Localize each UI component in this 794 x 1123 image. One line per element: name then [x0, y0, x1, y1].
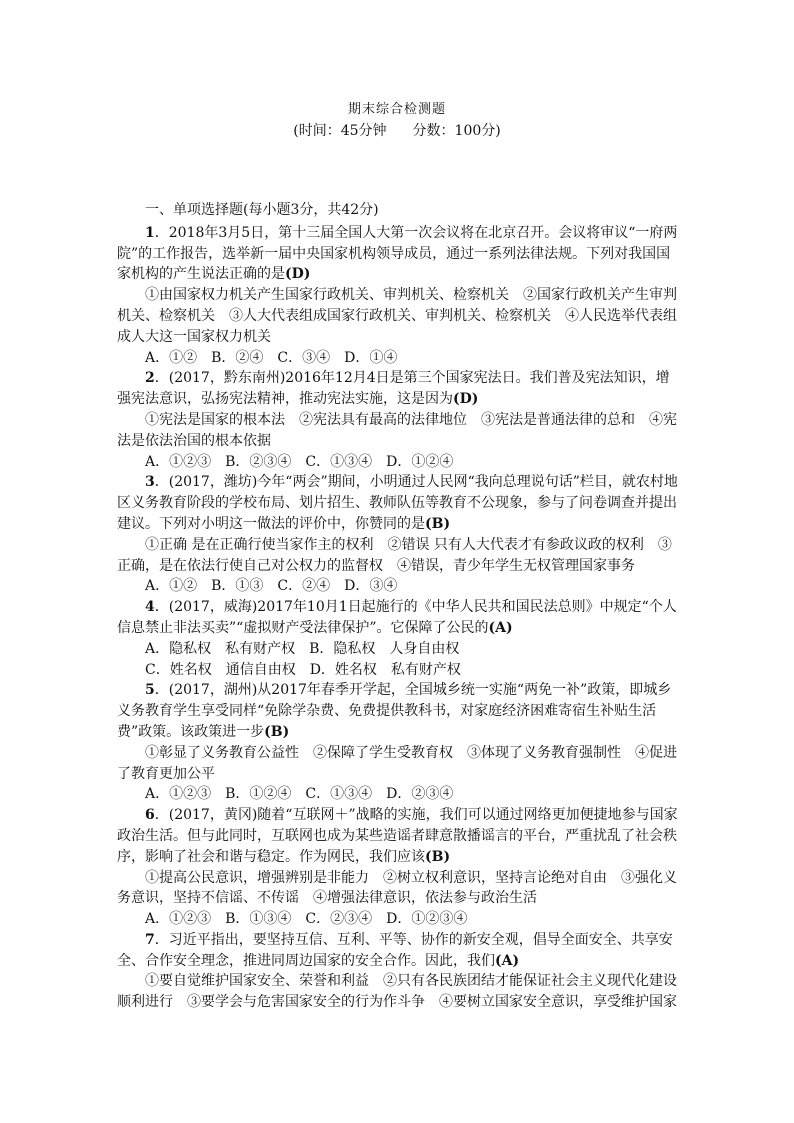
question-number: 5 [145, 682, 155, 699]
question-statements: ①要自觉维护国家安全、荣誉和利益 ②只有各民族团结才能保证社会主义现代化建设顺利进行 ③要学会与危害国家安全的行为作斗争 ④要树立国家安全意识，享受维护国家 [117, 973, 677, 1011]
question-text: ．2018年3月5日，第十三届全国人大第一次会议将在北京召开。会议将审议“一府两院”的工作报告，选举新一届中央国家机构领导成员，通过一系列法律法规。下列对我国国家机构的产生说法正确的是 [117, 224, 678, 283]
answer-key: (B) [264, 723, 290, 740]
question-text: ．(2017，威海)2017年10月1日起施行的《中华人民共和国民法总则》中规定“个人信息禁止非法买卖”“虚拟财产受法律保护”。它保障了公民的 [117, 599, 677, 636]
question-text: ．(2017，潍坊)今年“两会”期间，小明通过人民网“我向总理说句话”栏目，就农村地区义务教育阶段的学校布局、划片招生、教师队伍等教育不公现象，参与了问卷调查并提出建议。下列对小明这一做法的评价中，你赞同的是 [117, 474, 678, 532]
question-stem [117, 223, 683, 285]
question-text: ．(2017，湖州)从2017年春季开学起，全国城乡统一实施“两免一补”政策，即城乡义务教育学生享受同样“免除学杂费、免费提供教科书，对家庭经济困难寄宿生补贴生活费”政策。该政策进一步 [117, 682, 672, 740]
answer-key: (A) [495, 952, 520, 969]
answer-options: A．隐私权 私有财产权 B．隐私权 人身自由权 [145, 640, 460, 657]
question-text: ．(2017，黔东南州)2016年12月4日是第三个国家宪法日。我们普及宪法知识，增强宪法意识，弘扬宪法精神，推动宪法实施，这是因为 [117, 370, 670, 408]
question-6 [117, 805, 683, 930]
question-number: 3 [145, 474, 155, 491]
question-number: 2 [145, 370, 155, 387]
question-statements: ①正确 是在正确行使当家作主的权利 ②错误 只有人大代表才有参政议政的权利 ③正确，是在依法行使自己对公权力的监督权 ④错误，青少年学生无权管理国家事务 [117, 536, 672, 574]
question-stem [117, 930, 683, 972]
question-number: 7 [145, 931, 155, 948]
answer-options: A．①② B．①③ C．②④ D．③④ [145, 578, 398, 595]
question-4 [117, 597, 683, 680]
question-stem [117, 680, 683, 742]
time-label: (时间：45分钟 [293, 123, 387, 139]
question-statements: ①提高公民意识，增强辨别是非能力 ②树立权利意识，坚持言论绝对自由 ③强化义务意识，坚持不信谣、不传谣 ④增强法律意识，依法参与政治生活 [117, 869, 677, 907]
section-heading: 一、单项选择题(每小题3分，共42分) [145, 202, 379, 218]
answer-options: A．①②③ B．①③④ C．②③④ D．①②③④ [145, 911, 468, 928]
question-7 [117, 930, 683, 1013]
exam-info [0, 120, 794, 140]
question-stem [117, 368, 683, 410]
question-3 [117, 472, 683, 597]
question-statements: ①由国家权力机关产生国家行政机关、审判机关、检察机关 ②国家行政机关产生审判机关、检察机关 ③人大代表组成国家行政机关、审判机关、检察机关 ④人民选举代表组成人大这一国家权力机关 [117, 287, 677, 345]
question-1 [117, 223, 683, 369]
answer-options: A．①② B．②④ C．③④ D．①④ [145, 349, 398, 366]
answer-options: C．姓名权 通信自由权 D．姓名权 私有财产权 [145, 661, 461, 678]
answer-key: (B) [425, 515, 451, 532]
question-5 [117, 680, 683, 805]
answer-options: A．①②③ B．①②④ C．①③④ D．②③④ [145, 786, 454, 803]
question-stem [117, 597, 683, 639]
question-text: ．(2017，黄冈)随着“互联网＋”战略的实施，我们可以通过网络更加便捷地参与国家政治生活。但与此同时，互联网也成为某些造谣者肆意散播谣言的平台，严重扰乱了社会秩序，影响了社会和谐与稳定。作为网民，我们应该 [117, 807, 678, 865]
question-stem [117, 805, 683, 867]
question-number: 1 [145, 224, 155, 241]
question-statements: ①彰显了义务教育公益性 ②保障了学生受教育权 ③体现了义务教育强制性 ④促进了教育更加公平 [117, 744, 677, 782]
question-statements: ①宪法是国家的根本法 ②宪法具有最高的法律地位 ③宪法是普通法律的总和 ④宪法是依法治国的根本依据 [117, 411, 677, 449]
answer-key: (D) [453, 391, 479, 408]
answer-options: A．①②③ B．②③④ C．①③④ D．①②④ [145, 453, 454, 470]
page-title: 期末综合检测题 [347, 102, 446, 117]
question-2 [117, 368, 683, 472]
question-text: ．习近平指出，要坚持互信、互利、平等、协作的新安全观，倡导全面安全、共享安全、合作安全理念，推进同周边国家的安全合作。因此，我们 [117, 931, 673, 969]
question-list [117, 200, 683, 1013]
question-number: 6 [145, 807, 155, 824]
question-number: 4 [145, 599, 155, 616]
score-label: 分数：100分) [412, 123, 501, 139]
answer-key: (A) [488, 619, 513, 636]
question-stem [117, 472, 683, 534]
answer-key: (D) [285, 266, 311, 283]
answer-key: (B) [425, 848, 451, 865]
